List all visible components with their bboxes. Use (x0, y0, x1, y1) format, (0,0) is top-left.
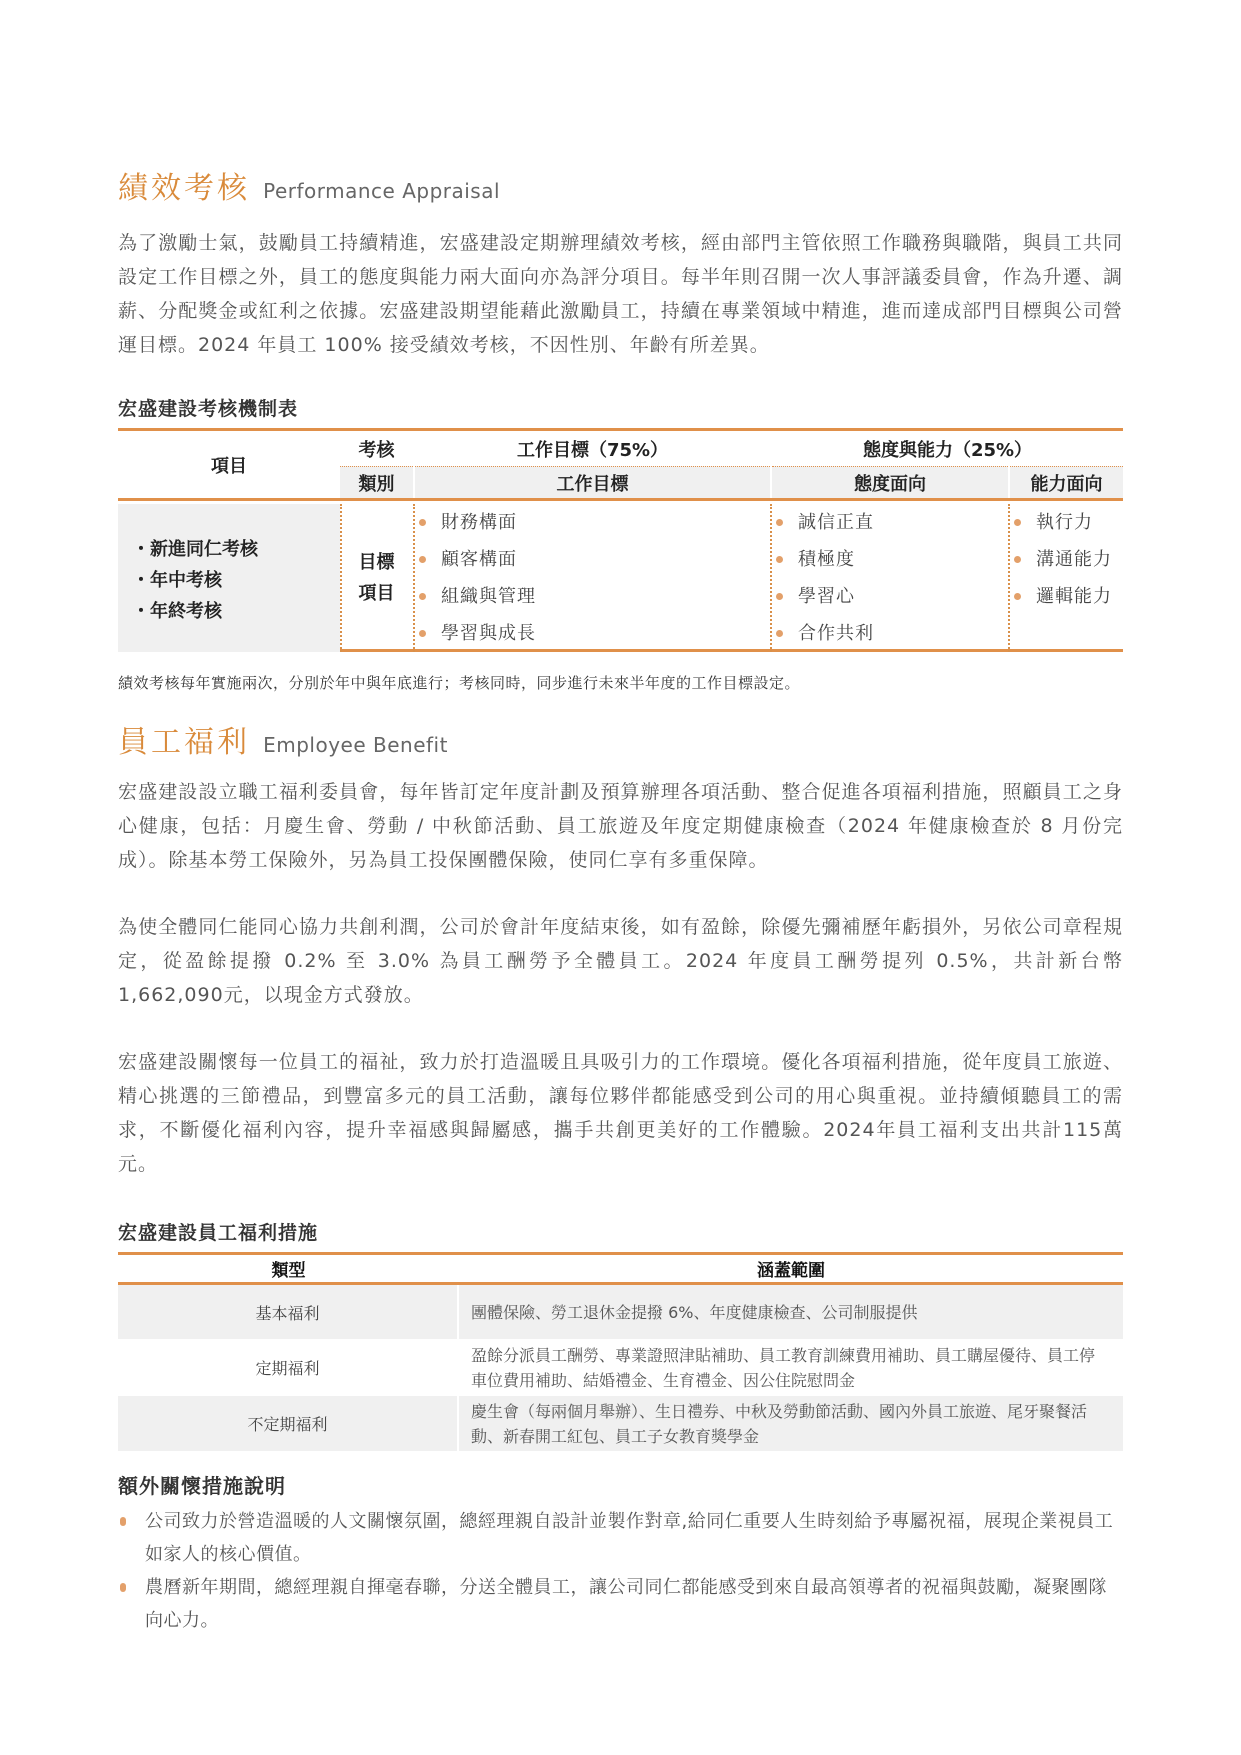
ability-item: 邏輯能力 (1010, 578, 1123, 615)
extra-care-item: 公司致力於營造溫暖的人文關懷氛圍，總經理親自設計並製作對章,給同仁重要人生時刻給予專屬祝福，展現企業視員工如家人的核心價值。 (118, 1505, 1123, 1571)
benefit-paragraph: 為使全體同仁能同心協力共創利潤，公司於會計年度結束後，如有盈餘，除優先彌補歷年虧損外，另依公司章程規定，從盈餘提撥 0.2% 至 3.0% 為員工酬勞予全體員工。2024 年度員工酬勞提列 0.5%，共計新台幣 1,662,090元，以現金方式發放。 (118, 916, 1123, 1006)
appraisal-table (118, 428, 1123, 652)
benefit-scope: 盈餘分派員工酬勞、專業證照津貼補助、員工教育訓練費用補助、員工購屋優待、員工停車位費用補助、結婚禮金、生育禮金、因公住院慰問金 (471, 1345, 1096, 1390)
attitude-items-list (772, 504, 1008, 652)
benefit-heading-zh: 員工福利 (118, 725, 250, 760)
benefit-paragraph: 宏盛建設設立職工福利委員會，每年皆訂定年度計劃及預算辦理各項活動、整合促進各項福利措施，照顧員工之身心健康，包括：月慶生會、勞動 / 中秋節活動、員工旅遊及年度定期健康檢查（2024 年健康檢查於 8 月份完成）。除基本勞工保險外，另為員工投保團體保險，使同仁享有多重保障。 (118, 781, 1123, 871)
review-types-cell (118, 504, 340, 652)
performance-heading-zh: 績效考核 (118, 171, 250, 206)
benefit-table-header (118, 1252, 1123, 1285)
header-work-goal: 工作目標 (415, 466, 770, 498)
header-ability: 能力面向 (1010, 466, 1123, 498)
benefit-scope: 團體保險、勞工退休金提撥 6%、年度健康檢查、公司制服提供 (459, 1285, 1123, 1339)
attitude-item: 合作共利 (772, 615, 1008, 652)
benefit-row (118, 1339, 1123, 1396)
work-item: 財務構面 (415, 504, 770, 541)
category-cell (340, 504, 413, 652)
ability-item: 執行力 (1010, 504, 1123, 541)
benefit-row (118, 1285, 1123, 1339)
ability-item: 溝通能力 (1010, 541, 1123, 578)
extra-care-title: 額外關懷措施說明 (118, 1474, 286, 1498)
appraisal-table-body (118, 504, 1123, 652)
header-category-top: 考核 (358, 439, 395, 461)
benefit-heading-en: Employee Benefit (263, 733, 448, 757)
header-attitude: 態度面向 (772, 466, 1008, 498)
attitude-item: 誠信正直 (772, 504, 1008, 541)
appraisal-table-title: 宏盛建設考核機制表 (118, 398, 299, 420)
header-category-bottom: 類別 (340, 466, 413, 498)
attitude-item: 學習心 (772, 578, 1008, 615)
benefit-scope: 慶生會（每兩個月舉辦）、生日禮券、中秋及勞動節活動、國內外員工旅遊、尾牙聚餐活動、新春開工紅包、員工子女教育獎學金 (459, 1396, 1123, 1451)
benefit-paragraph: 宏盛建設關懷每一位員工的福祉，致力於打造溫暖且具吸引力的工作環境。優化各項福利措施，從年度員工旅遊、精心挑選的三節禮品，到豐富多元的員工活動，讓每位夥伴都能感受到公司的用心與重視。並持續傾聽員工的需求，不斷優化福利內容，提升幸福感與歸屬感，攜手共創更美好的工作體驗。2024年員工福利支出共計115萬元。 (118, 1051, 1123, 1175)
header-scope: 涵蓋範圍 (757, 1261, 825, 1281)
benefit-heading (118, 717, 448, 761)
review-type: ・新進同仁考核 (132, 539, 258, 560)
extra-care-list (118, 1505, 1123, 1637)
attitude-item: 積極度 (772, 541, 1008, 578)
benefit-type: 不定期福利 (118, 1396, 457, 1451)
work-items-list (415, 504, 770, 652)
category-bottom: 項目 (358, 583, 395, 604)
review-type: ・年中考核 (132, 570, 222, 591)
appraisal-table-header (118, 431, 1123, 501)
performance-heading (118, 163, 500, 207)
extra-care-item: 農曆新年期間，總經理親自揮毫春聯，分送全體員工，讓公司同仁都能感受到來自最高領導者的祝福與鼓勵，凝聚團隊向心力。 (118, 1571, 1123, 1637)
work-item: 學習與成長 (415, 615, 770, 652)
review-type: ・年終考核 (132, 601, 222, 622)
category-top: 目標 (358, 552, 395, 573)
header-group-attitude: 態度與能力（25%） (862, 439, 1033, 461)
performance-paragraph: 為了激勵士氣，鼓勵員工持續精進，宏盛建設定期辦理績效考核，經由部門主管依照工作職務與職階，與員工共同設定工作目標之外，員工的態度與能力兩大面向亦為評分項目。每半年則召開一次人事評議委員會，作為升遷、調薪、分配獎金或紅利之依據。宏盛建設期望能藉此激勵員工，持續在專業領域中精進，進而達成部門目標與公司營運目標。2024 年員工 100% 接受績效考核，不因性別、年齡有所差異。 (118, 232, 1123, 356)
benefit-type: 定期福利 (255, 1359, 320, 1378)
appraisal-note: 績效考核每年實施兩次，分別於年中與年底進行；考核同時，同步進行未來半年度的工作目標設定。 (118, 674, 801, 692)
header-type: 類型 (271, 1261, 306, 1281)
benefit-row (118, 1396, 1123, 1451)
work-item: 組織與管理 (415, 578, 770, 615)
ability-items-list (1010, 504, 1123, 615)
header-item: 項目 (211, 455, 247, 477)
performance-heading-en: Performance Appraisal (263, 179, 501, 203)
header-group-work: 工作目標（75%） (516, 439, 669, 461)
work-item: 顧客構面 (415, 541, 770, 578)
benefit-type: 基本福利 (118, 1285, 457, 1339)
benefit-table-title: 宏盛建設員工福利措施 (118, 1222, 319, 1244)
